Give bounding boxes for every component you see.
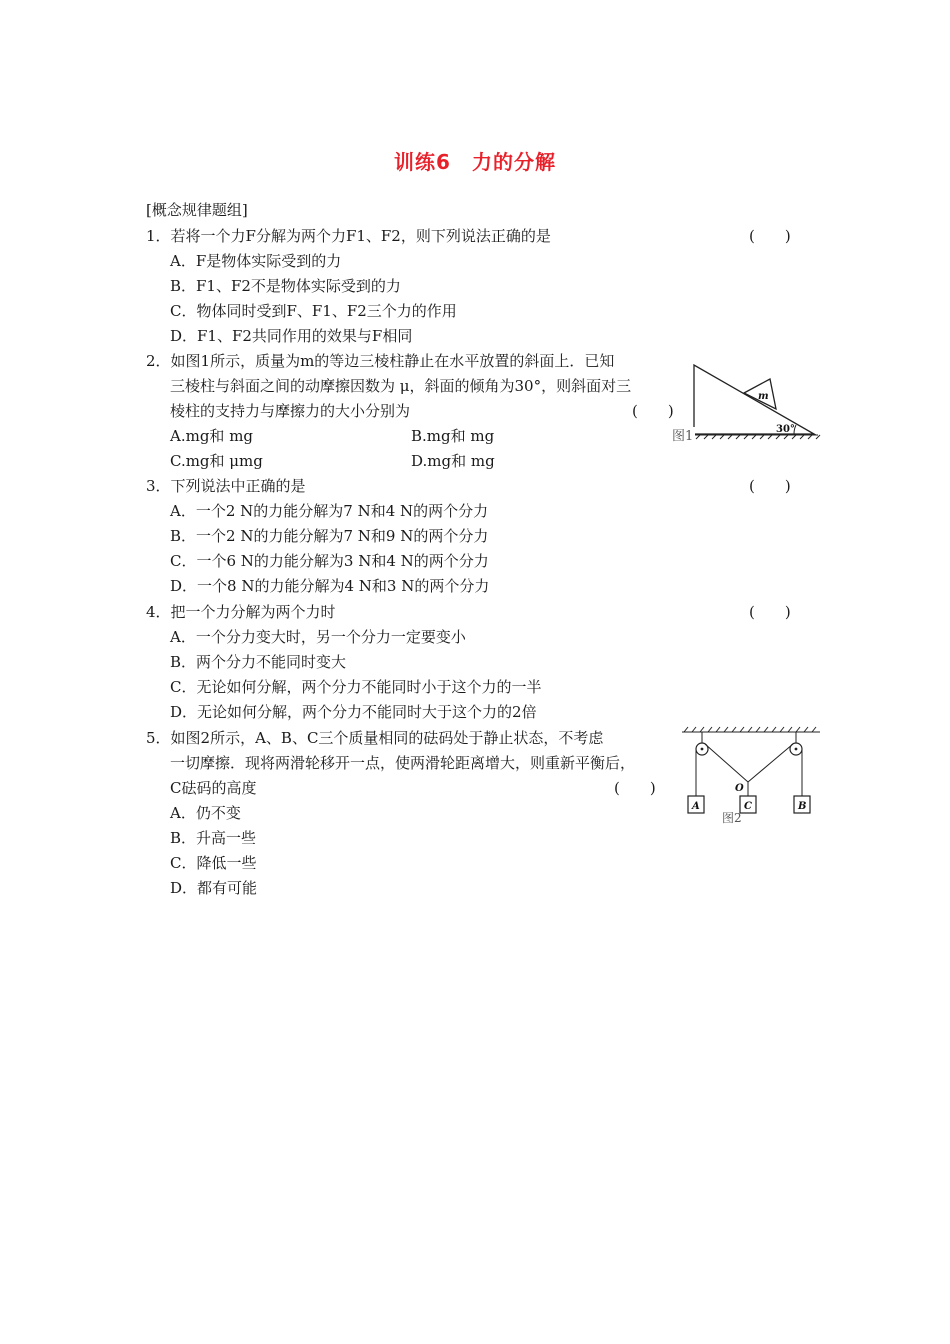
question-3-answer-paren: ( ) [749, 477, 791, 495]
question-4-option-a: A．一个分力变大时，另一个分力一定要变小 [170, 628, 466, 646]
question-5-answer-paren: ( ) [614, 779, 656, 797]
figure-1-angle-label: 30° [776, 424, 795, 435]
question-1-option-a: A．F是物体实际受到的力 [170, 252, 342, 270]
figure-2-label-o: O [735, 783, 744, 794]
question-2-stem-line-2: 三棱柱与斜面之间的动摩擦因数为 μ，斜面的倾角为30°，则斜面对三 [170, 377, 632, 395]
question-1-answer-paren: ( ) [749, 227, 791, 245]
question-1-option-c: C．物体同时受到F、F1、F2三个力的作用 [170, 302, 457, 320]
question-1-stem: 1．若将一个力F分解为两个力F1、F2，则下列说法正确的是 [146, 227, 551, 245]
figure-1-caption: 图1 [672, 427, 695, 447]
question-3-option-c: C．一个6 N的力能分解为3 N和4 N的两个分力 [170, 552, 489, 570]
figure-1-incline [672, 355, 826, 447]
question-5-stem-line-3: C砝码的高度 [170, 779, 257, 797]
question-2-answer-paren: ( ) [632, 402, 674, 420]
question-3-option-d: D．一个8 N的力能分解为4 N和3 N的两个分力 [170, 577, 490, 595]
question-4-option-c: C．无论如何分解，两个分力不能同时小于这个力的一半 [170, 678, 542, 696]
figure-2-label-a: A [692, 801, 700, 812]
question-4-stem: 4．把一个力分解为两个力时 [146, 603, 336, 621]
question-4-option-d: D．无论如何分解，两个分力不能同时大于这个力的2倍 [170, 703, 537, 721]
figure-1-incline-shape [694, 365, 814, 434]
figure-1-mass-label: m [758, 391, 769, 402]
question-4-option-b: B．两个分力不能同时变大 [170, 653, 347, 671]
question-2-stem-line-3: 棱柱的支持力与摩擦力的大小分别为 [170, 402, 411, 420]
question-3-stem: 3．下列说法中正确的是 [146, 477, 306, 495]
question-5-stem-line-2: 一切摩擦．现将两滑轮移开一点，使两滑轮距离增大，则重新平衡后， [170, 754, 636, 772]
question-5-option-b: B．升高一些 [170, 829, 257, 847]
question-5-option-a: A．仍不变 [170, 804, 241, 822]
question-2-option-c: C.mg和 μmg [170, 452, 263, 470]
figure-2-ceiling [682, 727, 820, 732]
figure-2-caption: 图2 [722, 811, 742, 825]
question-5-stem-line-1: 5．如图2所示，A、B、C三个质量相同的砝码处于静止状态，不考虑 [146, 729, 604, 747]
question-1-option-d: D．F1、F2共同作用的效果与F相同 [170, 327, 413, 345]
question-5-option-d: D．都有可能 [170, 879, 258, 897]
figure-2-label-b: B [798, 801, 807, 812]
page-title: 训练6 力的分解 [394, 150, 556, 174]
question-1-option-b: B．F1、F2不是物体实际受到的力 [170, 277, 401, 295]
question-2-stem-line-1: 2．如图1所示，质量为m的等边三棱柱静止在水平放置的斜面上．已知 [146, 352, 615, 370]
question-4-answer-paren: ( ) [749, 603, 791, 621]
question-5-option-c: C．降低一些 [170, 854, 257, 872]
figure-2-pulleys [680, 724, 822, 824]
section-label: [概念规律题组] [146, 201, 248, 219]
question-2-option-a: A.mg和 mg [170, 427, 254, 445]
question-2-option-b: B.mg和 mg [411, 427, 495, 445]
question-2-option-d: D.mg和 mg [411, 452, 495, 470]
question-3-option-b: B．一个2 N的力能分解为7 N和9 N的两个分力 [170, 527, 489, 545]
figure-2-label-c: C [744, 801, 752, 812]
question-3-option-a: A．一个2 N的力能分解为7 N和4 N的两个分力 [170, 502, 489, 520]
figure-1-ground-hatch [692, 435, 820, 439]
